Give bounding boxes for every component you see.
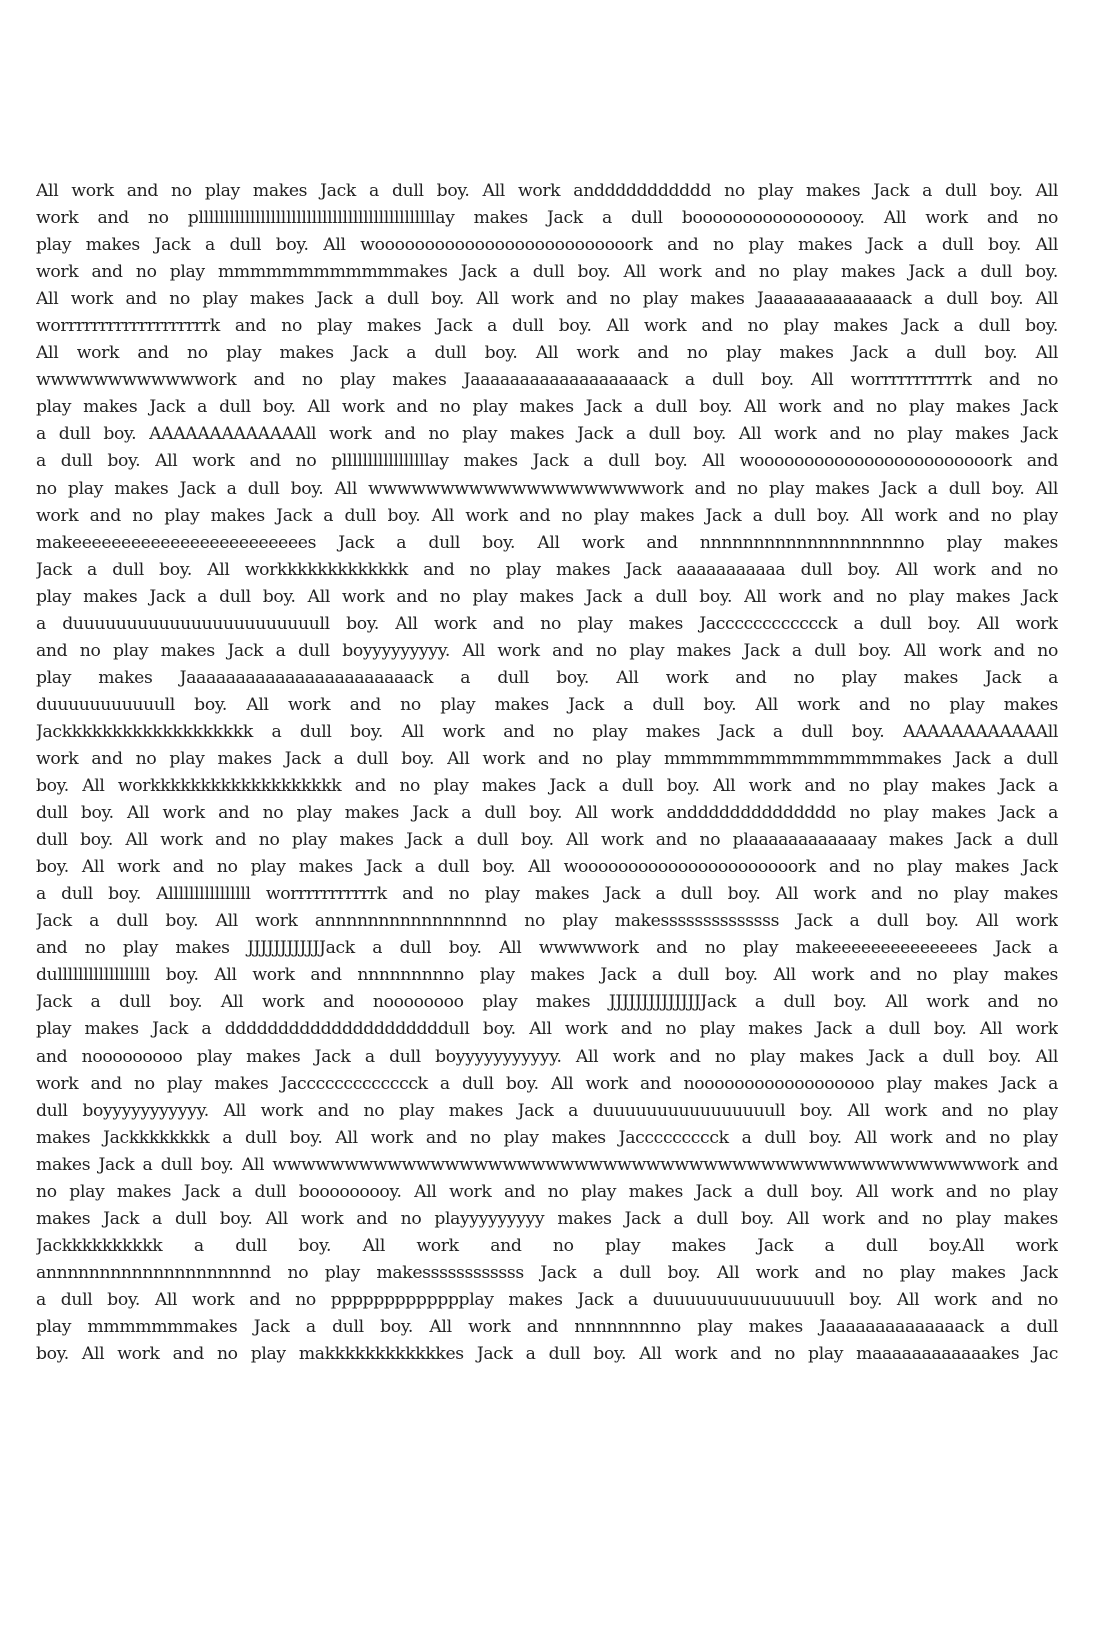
- text-line: Jack a dull boy. All work and noooooooo play makes JJJJJJJJJJJJJJJack a dull boy. All work and no: [36, 992, 1058, 1013]
- text-line: play mmmmmmmakes Jack a dull boy. All work and nnnnnnnnno play makes Jaaaaaaaaaaaaaack a dull: [36, 1316, 1058, 1337]
- text-line: makeeeeeeeeeeeeeeeeeeeeeeees Jack a dull boy. All work and nnnnnnnnnnnnnnnnnnnno play makes: [36, 532, 1058, 553]
- text-line: dull boyyyyyyyyyyy. All work and no play makes Jack a duuuuuuuuuuuuuuuull boy. All work and no play: [36, 1100, 1058, 1121]
- text-line: wwwwwwwwwwwwork and no play makes Jaaaaaaaaaaaaaaaaaack a dull boy. All worrrrrrrrrrrk and no: [36, 370, 1058, 391]
- text-line: All work and no play makes Jack a dull boy. All work and no play makes Jack a dull boy. All: [36, 343, 1058, 364]
- text-line: duuuuuuuuuuull boy. All work and no play makes Jack a dull boy. All work and no play makes: [36, 694, 1058, 715]
- text-line: a dull boy. Allllllllllllllll worrrrrrrrrrrk and no play makes Jack a dull boy. All work and no play makes: [36, 884, 1058, 905]
- text-line: play makes Jack a dull boy. All woooooooooooooooooooooooooork and no play makes Jack a dull boy. All: [36, 235, 1058, 256]
- text-line: a duuuuuuuuuuuuuuuuuuuuuuull boy. All work and no play makes Jacccccccccccck a dull boy. All work: [36, 613, 1058, 634]
- text-line: boy. All work and no play makkkkkkkkkkkkes Jack a dull boy. All work and no play maaaaaaaaaaaakes Jac: [36, 1344, 1058, 1365]
- text-line: makes Jack a dull boy. All work and no playyyyyyyyy makes Jack a dull boy. All work and no play makes: [36, 1208, 1058, 1229]
- text-line: makes Jack a dull boy. All wwwwwwwwwwwwwwwwwwwwwwwwwwwwwwwwwwwwwwwwwwwwwwwwwwork and: [36, 1154, 1058, 1175]
- text-line: Jackkkkkkkkkk a dull boy. All work and no play makes Jack a dull boy.All work: [36, 1235, 1058, 1256]
- text-line: Jackkkkkkkkkkkkkkkkkkk a dull boy. All work and no play makes Jack a dull boy. AAAAAAAAAAAAll: [36, 721, 1058, 742]
- text-line: worrrrrrrrrrrrrrrrrrrk and no play makes Jack a dull boy. All work and no play makes Jack a dull boy.: [36, 316, 1058, 337]
- text-line: play makes Jack a dull boy. All work and no play makes Jack a dull boy. All work and no play makes Jack: [36, 586, 1058, 607]
- text-line: and no play makes JJJJJJJJJJJJack a dull boy. All wwwwwork and no play makeeeeeeeeeeeeees Jack a: [36, 938, 1058, 959]
- text-line: annnnnnnnnnnnnnnnnnnnd no play makessssssssssss Jack a dull boy. All work and no play makes Jack: [36, 1262, 1058, 1283]
- text-line: play makes Jaaaaaaaaaaaaaaaaaaaaaaack a dull boy. All work and no play makes Jack a: [36, 667, 1058, 688]
- text-line: dullllllllllllllllll boy. All work and nnnnnnnnno play makes Jack a dull boy. All work and no play makes: [36, 965, 1058, 986]
- text-line: makes Jackkkkkkkk a dull boy. All work and no play makes Jaccccccccck a dull boy. All work and no play: [36, 1127, 1058, 1148]
- text-line: a dull boy. All work and no ppppppppppppplay makes Jack a duuuuuuuuuuuuuuull boy. All work and no: [36, 1289, 1058, 1310]
- text-line: boy. All work and no play makes Jack a dull boy. All woooooooooooooooooooooork and no play makes Jack: [36, 857, 1058, 878]
- text-line: work and no pllllllllllllllllllllllllllllllllllllllllllllllay makes Jack a dull booooooooooooooooy. All work and no: [36, 208, 1058, 229]
- text-line: dull boy. All work and no play makes Jack a dull boy. All work andddddddddddddd no play makes Jack a: [36, 803, 1058, 824]
- text-line: and no play makes Jack a dull boyyyyyyyyy. All work and no play makes Jack a dull boy. All work and no: [36, 640, 1058, 661]
- text-line: a dull boy. AAAAAAAAAAAAAll work and no play makes Jack a dull boy. All work and no play makes Jack: [36, 424, 1058, 445]
- text-line: play makes Jack a dddddddddddddddddddddull boy. All work and no play makes Jack a dull boy. All work: [36, 1019, 1058, 1040]
- text-line: boy. All workkkkkkkkkkkkkkkkkkk and no play makes Jack a dull boy. All work and no play makes Jack a: [36, 776, 1058, 797]
- text-line: work and no play makes Jaccccccccccccck a dull boy. All work and noooooooooooooooooo play makes Jack a: [36, 1073, 1058, 1094]
- text-line: work and no play makes Jack a dull boy. All work and no play mmmmmmmmmmmmmmmakes Jack a dull: [36, 748, 1058, 769]
- text-line: dull boy. All work and no play makes Jack a dull boy. All work and no plaaaaaaaaaaaay makes Jack a dull: [36, 830, 1058, 851]
- text-line: Jack a dull boy. All work annnnnnnnnnnnnnnnd no play makessssssssssssss Jack a dull boy. All work: [36, 911, 1058, 932]
- text-line: no play makes Jack a dull booooooooy. All work and no play makes Jack a dull boy. All work and no play: [36, 1181, 1058, 1202]
- text-line: All work and no play makes Jack a dull boy. All work and no play makes Jaaaaaaaaaaaaack a dull boy. All: [36, 289, 1058, 310]
- text-line: work and no play makes Jack a dull boy. All work and no play makes Jack a dull boy. All work and no play: [36, 505, 1058, 526]
- text-line: work and no play mmmmmmmmmmmmakes Jack a dull boy. All work and no play makes Jack a dull boy.: [36, 262, 1058, 283]
- text-line: no play makes Jack a dull boy. All wwwwwwwwwwwwwwwwwwwwork and no play makes Jack a dull boy. All: [36, 478, 1058, 499]
- typed-paragraph: [36, 178, 1058, 1368]
- text-line: play makes Jack a dull boy. All work and no play makes Jack a dull boy. All work and no play makes Jack: [36, 397, 1058, 418]
- text-line: Jack a dull boy. All workkkkkkkkkkkkk and no play makes Jack aaaaaaaaaaa dull boy. All work and no: [36, 559, 1058, 580]
- text-line: and nooooooooo play makes Jack a dull boyyyyyyyyyyy. All work and no play makes Jack a dull boy. All: [36, 1046, 1058, 1067]
- text-line: a dull boy. All work and no plllllllllllllllllay makes Jack a dull boy. All woooooooooooooooooooooooork and: [36, 451, 1058, 472]
- text-line: All work and no play makes Jack a dull boy. All work anddddddddddd no play makes Jack a dull boy. All: [36, 181, 1058, 201]
